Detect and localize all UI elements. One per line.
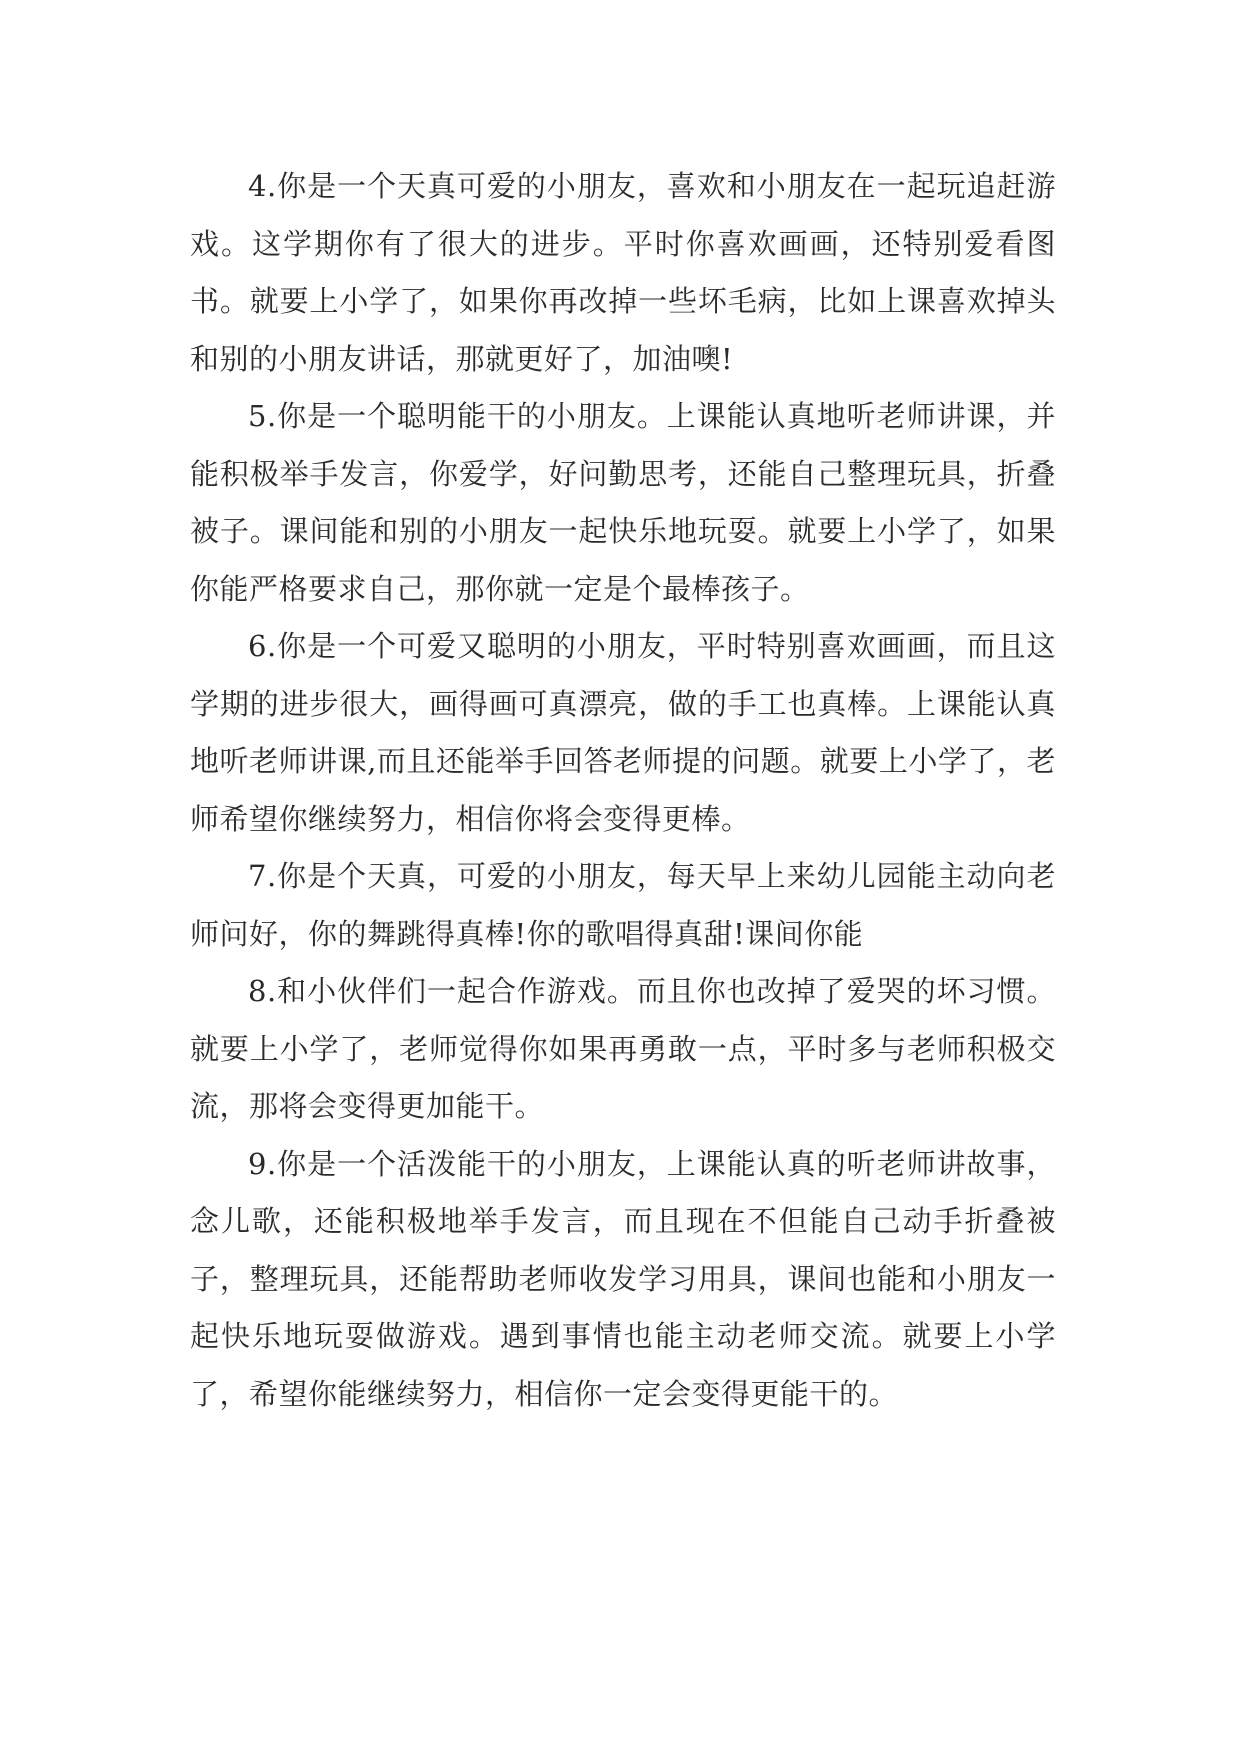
- comment-paragraph-4: 4.你是一个天真可爱的小朋友，喜欢和小朋友在一起玩追赶游戏。这学期你有了很大的进步。平时你喜欢画画，还特别爱看图书。就要上小学了，如果你再改掉一些坏毛病，比如上课喜欢掉头和别的小朋友讲话，那就更好了，加油噢!: [190, 169, 1056, 376]
- comment-paragraph-9: 9.你是一个活泼能干的小朋友，上课能认真的听老师讲故事，念儿歌，还能积极地举手发言，而且现在不但能自己动手折叠被子，整理玩具，还能帮助老师收发学习用具，课间也能和小朋友一起快乐地玩耍做游戏。遇到事情也能主动老师交流。就要上小学了，希望你能继续努力，相信你一定会变得更能干的。: [190, 1146, 1056, 1411]
- comment-paragraph-5: 5.你是一个聪明能干的小朋友。上课能认真地听老师讲课，并能积极举手发言，你爱学，好问勤思考，还能自己整理玩具，折叠被子。课间能和别的小朋友一起快乐地玩耍。就要上小学了，如果你能严格要求自己，那你就一定是个最棒孩子。: [190, 399, 1056, 606]
- comment-paragraph-7: 7.你是个天真，可爱的小朋友，每天早上来幼儿园能主动向老师问好，你的舞跳得真棒!你的歌唱得真甜!课间你能: [190, 859, 1056, 951]
- comment-paragraph-8: 8.和小伙伴们一起合作游戏。而且你也改掉了爱哭的坏习惯。就要上小学了，老师觉得你如果再勇敢一点，平时多与老师积极交流，那将会变得更加能干。: [190, 974, 1056, 1123]
- comment-paragraph-6: 6.你是一个可爱又聪明的小朋友，平时特别喜欢画画，而且这学期的进步很大，画得画可真漂亮，做的手工也真棒。上课能认真地听老师讲课,而且还能举手回答老师提的问题。就要上小学了，老师希望你继续努力，相信你将会变得更棒。: [190, 629, 1056, 836]
- document-body: [190, 158, 1056, 1423]
